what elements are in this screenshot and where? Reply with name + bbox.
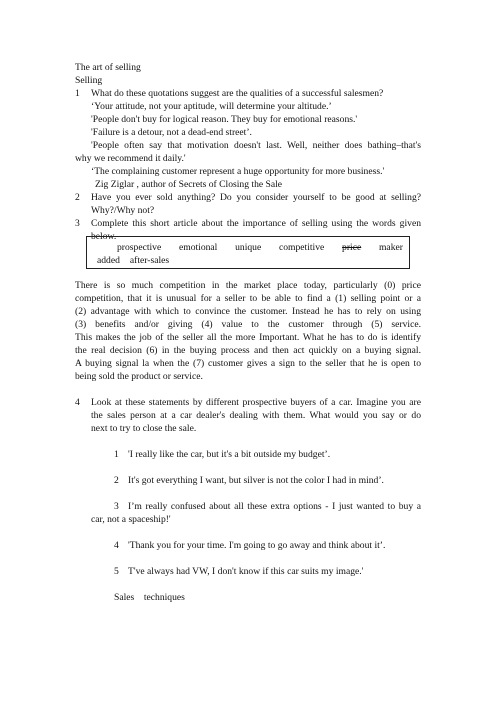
q4-line2: the sales person at a car dealer's dealing with them. What would you say or do — [91, 411, 421, 421]
quote-attribution: Zig Ziglar , author of Secrets of Closing the Sale — [95, 179, 283, 190]
statement-1-number: 1 — [114, 449, 119, 460]
q3-line2: below. — [91, 231, 117, 242]
quote-1: ‘Your attitude, not your aptitude, will determine your altitude.’ — [91, 101, 332, 112]
word-maker: maker — [378, 242, 403, 253]
q4-number: 4 — [75, 397, 80, 408]
word-box-row-1 — [117, 243, 403, 253]
article-line-7: A buying signal la when the (7) customer gives a sign to the seller that he is open to — [75, 359, 421, 369]
document-title: The art of selling — [75, 62, 141, 73]
statement-3-number: 3 — [114, 501, 119, 512]
statement-5: T've always had VW, I don't know if this car suits my image.' — [128, 566, 364, 577]
q2-line2: Why?/Why not? — [91, 205, 155, 216]
quote-5: ‘The complaining customer represent a huge opportunity for more business.' — [91, 166, 385, 177]
article-line-6: the real decision (6) in the buying process and then act quickly on a buying signal. — [75, 346, 421, 356]
word-price-struck: price — [342, 242, 362, 253]
section-heading: Selling — [75, 75, 103, 86]
q2-line1: Have you ever sold anything? Do you consider yourself to be good at selling? — [91, 193, 421, 203]
word-box-row-2 — [97, 256, 169, 266]
q3-line1: Complete this short article about the importance of selling using the words given — [91, 219, 421, 229]
quote-4-line2: why we recommend it daily.' — [75, 153, 186, 164]
word-competitive: competitive — [278, 242, 325, 253]
quote-4-line1: 'People often say that motivation doesn't last. Well, neither does bathing–that's — [91, 141, 421, 151]
article-line-8: being sold the product or service. — [75, 371, 203, 382]
article-line-4: (3) benefits and/or giving (4) value to the customer through (5) service. — [75, 320, 421, 330]
quote-2: 'People don't buy for logical reason. They buy for emotional reasons.' — [91, 114, 358, 125]
word-box — [86, 236, 410, 269]
statement-2-number: 2 — [114, 475, 119, 486]
article-line-5: This makes the job of the seller all the more Important. What he has to do is identify — [75, 333, 421, 343]
article-line-3: (2) advantage with which to convince the customer. Instead he has to rely on using — [75, 307, 421, 317]
q4-line3: next to try to close the sale. — [91, 423, 197, 434]
quote-3: 'Failure is a detour, not a dead-end street’. — [91, 127, 252, 138]
q3-number: 3 — [75, 218, 80, 229]
statement-1: 'I really like the car, but it's a bit outside my budget’. — [128, 449, 331, 460]
q4-line1: Look at these statements by different prospective buyers of a car. Imagine you are — [91, 398, 421, 408]
statement-3: I’m really confused about all these extra options - I just wanted to buy a — [128, 502, 421, 512]
word-unique: unique — [235, 242, 262, 253]
word-added: added — [97, 255, 120, 266]
q1-number: 1 — [75, 88, 80, 99]
word-after-sales: after-sales — [129, 255, 170, 266]
article-line-1: There is so much competition in the market place today, particularly (0) price — [75, 281, 421, 291]
statement-3-continued: car, not a spaceship!' — [91, 514, 171, 525]
statement-2: It's got everything I want, but silver is not the color I had in mind’. — [128, 475, 384, 486]
sales-techniques-heading: Sales techniques — [114, 592, 185, 603]
word-emotional: emotional — [178, 242, 218, 253]
article-line-2: competition, that it is unusual for a seller to be able to find a (1) selling point or a — [75, 294, 421, 304]
q2-number: 2 — [75, 192, 80, 203]
statement-4: 'Thank you for your time. I'm going to go away and think about it’. — [128, 540, 386, 551]
statement-5-number: 5 — [114, 566, 119, 577]
word-prospective: prospective — [117, 242, 162, 253]
statement-4-number: 4 — [114, 540, 119, 551]
q1-prompt: What do these quotations suggest are the qualities of a successful salesmen? — [91, 88, 384, 99]
